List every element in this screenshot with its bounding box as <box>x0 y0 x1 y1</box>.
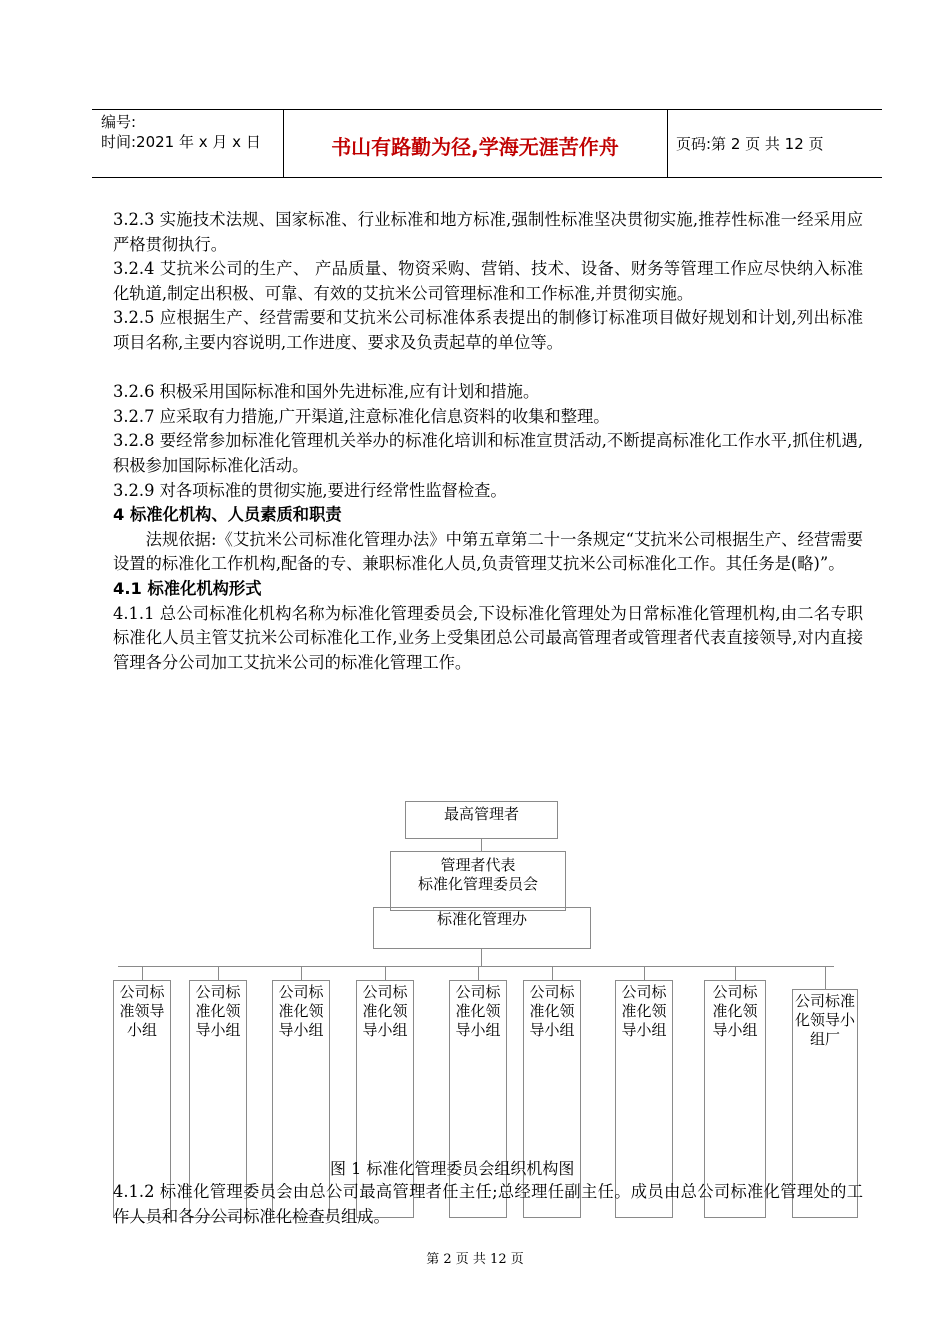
org-unit-label: 公司标准化领导小组 <box>195 983 241 1039</box>
paragraph-4-1-2-block <box>113 1180 863 1229</box>
header-divider-right <box>667 109 668 177</box>
figure-caption: 图 1 标准化管理委员会组织机构图 <box>330 1159 575 1178</box>
org-unit-connector <box>301 966 302 980</box>
paragraph-3-2-6: 3.2.6 积极采用国际标准和国外先进标准,应有计划和措施。 <box>113 382 540 402</box>
serial-label: 编号: <box>101 113 137 131</box>
org-unit-connector <box>218 966 219 980</box>
org-top-label: 最高管理者 <box>443 805 519 823</box>
org-mid-line2: 标准化管理委员会 <box>417 875 538 893</box>
header-bottom-rule <box>92 177 882 178</box>
org-unit-label: 公司标准领导小组 <box>119 983 165 1039</box>
org-unit-label: 公司标准化领导小组 <box>529 983 575 1039</box>
org-unit-connector <box>552 966 553 980</box>
org-unit-label: 公司标准化领导小组 <box>621 983 667 1039</box>
motto: 书山有路勤为径,学海无涯苦作舟 <box>331 135 619 159</box>
org-office-box <box>373 907 591 949</box>
paragraph-3-2-9: 3.2.9 对各项标准的贯彻实施,要进行经常性监督检查。 <box>113 480 507 500</box>
paragraph-legal-basis: 法规依据:《艾抗米公司标准化管理办法》中第五章第二十一条规定“艾抗米公司根据生产、经营需要设置的标准化工作机构,配备的专、兼职标准化人员,负责管理艾抗米公司标准化工作。其任务是(略)”。 <box>113 529 863 574</box>
org-unit-connector <box>644 966 645 980</box>
org-unit-connector <box>478 966 479 980</box>
org-mid-line1: 管理者代表 <box>440 856 516 874</box>
org-unit-connector <box>735 966 736 980</box>
paragraph-3-2-8: 3.2.8 要经常参加标准化管理机关举办的标准化培训和标准宣贯活动,不断提高标准化工作水平,抓住机遇,积极参加国际标准化活动。 <box>113 431 863 475</box>
org-office-label: 标准化管理办 <box>436 910 527 928</box>
paragraph-4-1-1: 4.1.1 总公司标准化机构名称为标准化管理委员会,下设标准化管理处为日常标准化管理机构,由二名专职标准化人员主管艾抗米公司标准化工作,业务上受集团总公司最高管理者或管理者代表直接领导,对内直接管理各分公司加工艾抗米公司的标准化管理工作。 <box>113 603 863 672</box>
page-footer: 第 2 页 共 12 页 <box>426 1252 524 1267</box>
paragraph-3-2-7: 3.2.7 应采取有力措施,广开渠道,注意标准化信息资料的收集和整理。 <box>113 406 610 426</box>
org-bus-line <box>118 966 834 967</box>
org-unit-connector <box>385 966 386 980</box>
org-unit-label: 公司标准化领导小组 <box>455 983 501 1039</box>
org-top-box <box>405 801 558 839</box>
section-heading-4: 4 标准化机构、人员素质和职责 <box>113 505 342 525</box>
org-unit-label: 公司标准化领导小组厂 <box>794 992 855 1048</box>
org-mid-box <box>390 851 566 911</box>
paragraph-3-2-5: 3.2.5 应根据生产、经营需要和艾抗米公司标准体系表提出的制修订标准项目做好规划和计划,列出标准项目名称,主要内容说明,工作进度、要求及负责起草的单位等。 <box>113 308 863 352</box>
paragraph-3-2-4: 3.2.4 艾抗米公司的生产、 产品质量、物资采购、营销、技术、设备、财务等管理工作应尽快纳入标准化轨道,制定出积极、可靠、有效的艾抗米公司管理标准和工作标准,并贯彻实施。 <box>113 259 863 303</box>
document-body <box>113 208 863 675</box>
org-unit-label: 公司标准化领导小组 <box>278 983 324 1039</box>
org-unit-label: 公司标准化领导小组 <box>362 983 408 1039</box>
org-unit-connector <box>142 966 143 980</box>
section-heading-4-1: 4.1 标准化机构形式 <box>113 578 262 598</box>
org-connector-office <box>481 949 482 966</box>
paragraph-3-2-3: 3.2.3 实施技术法规、国家标准、行业标准和地方标准,强制性标准坚决贯彻实施,推荐性标准一经采用应严格贯彻执行。 <box>113 210 863 254</box>
page-label: 页码:第 2 页 共 12 页 <box>676 135 824 153</box>
header-top-rule <box>92 109 882 110</box>
paragraph-4-1-2: 4.1.2 标准化管理委员会由总公司最高管理者任主任;总经理任副主任。成员由总公司标准化管理处的工作人员和各分公司标准化检查员组成。 <box>113 1182 863 1226</box>
org-unit-label: 公司标准化领导小组 <box>712 983 758 1039</box>
time-label: 时间:2021 年 x 月 x 日 <box>101 133 261 151</box>
org-connector-top <box>481 839 482 851</box>
org-unit-connector <box>825 966 826 989</box>
